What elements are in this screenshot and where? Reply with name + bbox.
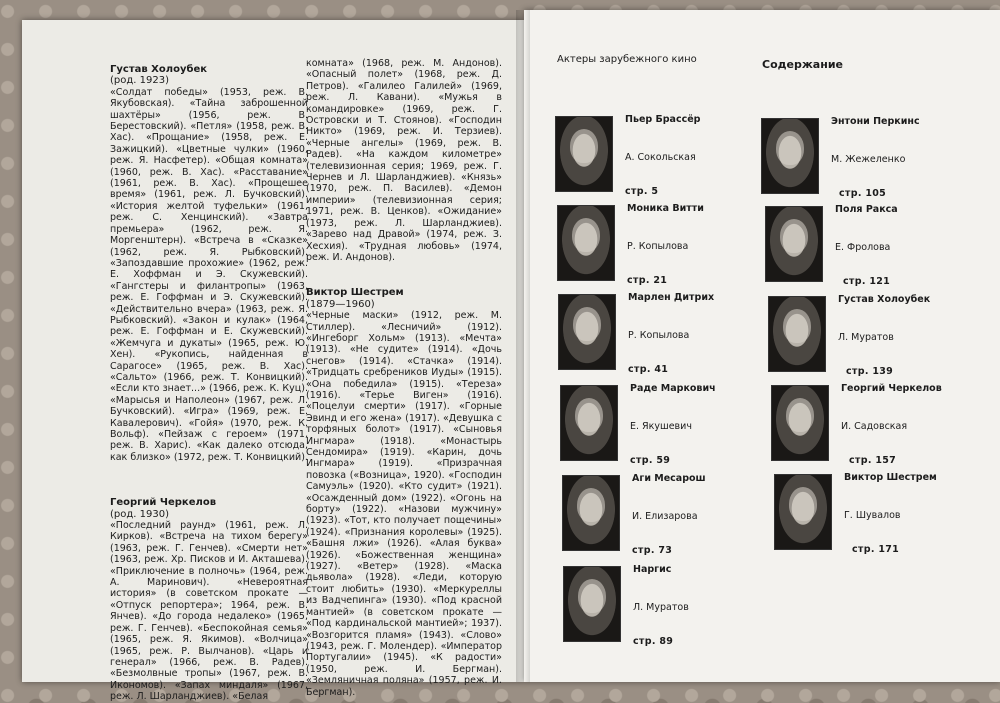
actor-portrait xyxy=(558,294,616,370)
article-author: Л. Муратов xyxy=(633,602,689,613)
actor-portrait xyxy=(768,296,826,372)
page-number: стр. 105 xyxy=(839,188,887,199)
article-author: Е. Фролова xyxy=(835,242,891,253)
actor-name: Моника Витти xyxy=(627,203,704,214)
contents-entry[interactable] xyxy=(768,296,958,388)
page-number: стр. 89 xyxy=(633,636,674,647)
contents-title: Содержание xyxy=(762,58,843,71)
filmography-entry xyxy=(110,64,308,463)
page-number: стр. 41 xyxy=(628,364,669,375)
page-number: стр. 139 xyxy=(846,366,894,377)
contents-entry[interactable] xyxy=(761,118,951,210)
contents-entry[interactable] xyxy=(555,116,745,208)
page-number: стр. 21 xyxy=(627,275,668,286)
article-author: Р. Копылова xyxy=(627,241,689,252)
filmography-text: комната» (1968, реж. М. Андонов). «Опасный полет» (1968, реж. Д. Петров). «Галилео Галилей» (1969, реж. Л. Кавани). «Мужья в командировке» (1969, реж. Г. Островски и Т. Стоянов). «Господин Никто» (1969, реж. И. Терзиев). «Черные ангелы» (1969, реж. В. Радев). «На каждом километре» (телевизионная серия; 1969, реж. Г. Чернев и Л. Шарланджиев). «Князь» (1970, реж. П. Василев). «Демон империи» (телевизионная серия; 1971, реж. В. Ценков). «Ожидание» (1973, реж. Л. Шарланджиев). «Зарево над Дравой» (1974, реж. З. Хесхия). «Трудная любовь» (1974, реж. И. Андонов). xyxy=(306,58,502,263)
actor-name: Густав Холоубек xyxy=(838,294,931,305)
page-number: стр. 73 xyxy=(632,545,673,556)
actor-portrait xyxy=(765,206,823,282)
actor-name: Раде Маркович xyxy=(630,383,716,394)
page-number: стр. 121 xyxy=(843,276,891,287)
actor-name: Марлен Дитрих xyxy=(628,292,715,303)
actor-years: (род. 1930) xyxy=(110,508,169,520)
actor-portrait xyxy=(557,205,615,281)
actor-heading: Георгий Черкелов xyxy=(110,497,217,509)
article-author: И. Елизарова xyxy=(632,511,698,522)
actor-heading: Виктор Шестрем xyxy=(306,287,404,299)
actor-name: Энтони Перкинс xyxy=(831,116,920,127)
actor-name: Наргис xyxy=(633,564,672,575)
contents-entry[interactable] xyxy=(562,475,752,567)
book-spine xyxy=(516,10,530,682)
article-author: Р. Копылова xyxy=(628,330,690,341)
article-author: Е. Якушевич xyxy=(630,421,692,432)
actor-years: (1879—1960) xyxy=(306,298,375,310)
contents-entry[interactable] xyxy=(774,474,964,566)
actor-portrait xyxy=(774,474,832,550)
contents-entry[interactable] xyxy=(557,205,747,297)
page-number: стр. 5 xyxy=(625,186,659,197)
running-head: Актеры зарубежного кино xyxy=(557,54,697,65)
actor-portrait xyxy=(560,385,618,461)
filmography-column-1 xyxy=(110,64,308,703)
contents-entry[interactable] xyxy=(771,385,961,477)
actor-name: Поля Ракса xyxy=(835,204,898,215)
filmography-text: «Черные маски» (1912, реж. М. Стиллер). «Лесничий» (1912). «Ингеборг Хольм» (1913). «Мечта» (1913). «Не судите» (1914). «Дочь снегов» (1914). «Стачка» (1914). «Тридцать сребреников Иуды» (1915). «Она победила» (1915). «Тереза» (1916). «Терье Виген» (1916). «Поцелуи смерти» (1917). «Горные Эвинд и его жена» (1917). «Девушка с торфяных болот» (1917). «Сыновья Ингмара» (1918). «Монастырь Сендомира» (1919). «Карин, дочь Ингмара» (1919). «Призрачная повозка («Возница», 1920). «Господин Самуэль» (1920). «Кто судит» (1921). «Осажденный дом» (1922). «Огонь на борту» (1922). «Назови мужчину» (1923). «Тот, кто получает пощечины» (1924). «Признания королевы» (1925). «Башня лжи» (1926). «Алая буква» (1926). «Божественная женщина» (1927). «Ветер» (1928). «Маска дьявола» (1928). «Леди, которую стоит любить» (1930). «Меркуреллы из Вадчепинга» (1930). «Под красной мантией» (в советском прокате — «Под кардинальской мантией»; 1937). «Возгорится пламя» (1943). «Слово» (1943, реж. Г. Молендер). «Император Португалии» (1945). «К радости» (1950, реж. И. Бергман). «Земляничная поляна» (1957, реж. И. Бергман). xyxy=(306,310,502,698)
actor-name: Аги Месарош xyxy=(632,473,706,484)
actor-portrait xyxy=(563,566,621,642)
filmography-entry xyxy=(306,58,502,263)
filmography-entry xyxy=(306,287,502,698)
article-author: Л. Муратов xyxy=(838,332,894,343)
page-number: стр. 171 xyxy=(852,544,900,555)
page-number: стр. 59 xyxy=(630,455,671,466)
actor-name: Виктор Шестрем xyxy=(844,472,937,483)
actor-name: Пьер Брассёр xyxy=(625,114,701,125)
contents-entry[interactable] xyxy=(558,294,748,386)
actor-portrait xyxy=(562,475,620,551)
article-author: А. Сокольская xyxy=(625,152,696,163)
actor-heading: Густав Холоубек xyxy=(110,64,208,75)
article-author: М. Жежеленко xyxy=(831,154,906,165)
filmography-text: «Солдат победы» (1953, реж. В. Якубовская). «Тайна заброшенной шахтёры» (1956, реж. В. Берестовский). «Петля» (1958, реж. В. Хас). «Прощание» (1958, реж. Е. Зажицкий). «Цветные чулки» (1960, реж. Я. Насфетер). «Общая комната» (1960, реж. В. Хас). «Расставание» (1961, реж. В. Хас). «Прощешее время» (1961, реж. Л. Бучковский). «История желтой туфельки» (1961, реж. С. Хенцинский). «Завтра премьера» (1962, реж. Я. Моргенштерн). «Встреча в «Сказке» (1962, реж. Я. Рыбковский). «Запоздавшие прохожие» (1962, реж. Е. Хоффман и Э. Скужевский). «Гангстеры и филантропы» (1963, реж. Е. Гоффман и Э. Скужевский). «Действительно вчера» (1963, реж. Я. Рыбковский). «Закон и кулак» (1964, реж. Е. Гоффман и Е. Скужевский). «Жемчуга и дукаты» (1965, реж. Ю. Хен). «Рукопись, найденная в Сарагосе» (1965, реж. В. Хас). «Сальто» (1966, реж. Т. Конвицкий). «Если кто знает...» (1966, реж. К. Куц). «Марысья и Наполеон» (1967, реж. Л. Бучковский). «Игра» (1969, реж. Е. Кавалерович). «Гойя» (1970, реж. К. Вольф). «Пейзаж с героем» (1971, реж. В. Харис). «Как далеко отсюда, как близко» (1972, реж. Т. Конвицкий). xyxy=(110,86,308,463)
contents-entry[interactable] xyxy=(560,385,750,477)
actor-years: (род. 1923) xyxy=(110,75,169,87)
page-number: стр. 157 xyxy=(849,455,897,466)
filmography-text: «Последний раунд» (1961, реж. Л. Кирков). «Встреча на тихом берегу» (1963, реж. Г. Генчев). «Смерти нет» (1963, реж. Хр. Писков и И. Акташева). «Приключение в полночь» (1964, реж. А. Маринович). «Невероятная история» (в советском прокате — «Отпуск репортера»; 1964, реж. В. Янчев). «До города недалеко» (1965, реж. Г. Генчев). «Беспокойная семья» (1965, реж. Я. Якимов). «Волчица» (1965, реж. Р. Вылчанов). «Царь и генерал» (1966, реж. В. Радев). «Безмолвные тропы» (1967, реж. В. Икономов). «Запах миндаля» (1967, реж. Л. Шарланджиев). «Белая xyxy=(110,520,308,703)
actor-portrait xyxy=(771,385,829,461)
filmography-column-2 xyxy=(306,58,502,698)
contents-entry[interactable] xyxy=(765,206,955,298)
article-author: И. Садовская xyxy=(841,421,908,432)
actor-portrait xyxy=(555,116,613,192)
filmography-entry xyxy=(110,497,308,702)
actor-portrait xyxy=(761,118,819,194)
contents-entry[interactable] xyxy=(563,566,753,658)
article-author: Г. Шувалов xyxy=(844,510,901,521)
actor-name: Георгий Черкелов xyxy=(841,383,942,394)
